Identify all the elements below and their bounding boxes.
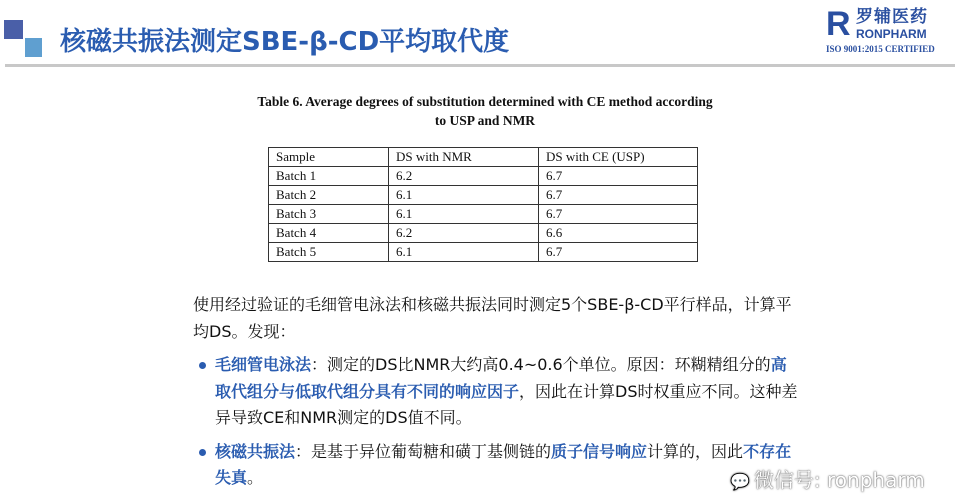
- term: 核磁共振法: [215, 441, 296, 461]
- caption-line: to USP and NMR: [434, 113, 536, 128]
- logo-en: RONPHARM: [856, 27, 927, 41]
- watermark-text: 微信号: ronpharm: [753, 468, 925, 492]
- logo-cn: 罗辅医药: [856, 7, 928, 27]
- cell: Batch 2: [269, 186, 389, 205]
- page-title: 核磁共振法测定SBE-β-CD平均取代度: [60, 27, 510, 57]
- cell: Batch 4: [269, 224, 389, 243]
- table-row: [269, 205, 698, 224]
- bullet-ce: [215, 352, 800, 432]
- bullet-icon: [199, 362, 206, 369]
- cell: 6.1: [389, 186, 539, 205]
- title-decoration: [25, 38, 42, 57]
- cell: 6.7: [539, 243, 698, 262]
- header-cell: DS with CE (USP): [539, 148, 698, 167]
- wechat-icon: 💬: [730, 472, 750, 491]
- table-caption: [200, 92, 770, 130]
- text: 计算的，因此: [647, 441, 744, 461]
- text: 。: [247, 468, 264, 487]
- table-row: [269, 186, 698, 205]
- header-cell: DS with NMR: [389, 148, 539, 167]
- cell: 6.1: [389, 205, 539, 224]
- table-header-row: [269, 148, 698, 167]
- cell: 6.7: [539, 186, 698, 205]
- logo-iso: ISO 9001:2015 CERTIFIED: [826, 44, 935, 54]
- logo-letter: R: [826, 5, 851, 43]
- cell: Batch 3: [269, 205, 389, 224]
- title-decoration: [4, 20, 23, 39]
- divider: [5, 64, 955, 67]
- text: ：测定的DS比NMR大约高0.4~0.6个单位。原因：环糊精组分的: [311, 355, 771, 374]
- table-row: [269, 224, 698, 243]
- cell: 6.7: [539, 167, 698, 186]
- text: ，因此在计算DS时权重应不同。这种差异导致CE和NMR测定的DS值不同。: [215, 381, 798, 427]
- highlight: 不存在失真: [215, 441, 792, 487]
- cell: 6.2: [389, 167, 539, 186]
- cell: 6.7: [539, 205, 698, 224]
- table-row: [269, 243, 698, 262]
- bullet-icon: [199, 449, 206, 456]
- cell: 6.2: [389, 224, 539, 243]
- intro-paragraph: 使用经过验证的毛细管电泳法和核磁共振法同时测定5个SBE-β-CD平行样品，计算平均DS。发现：: [193, 295, 792, 341]
- highlight: 高取代组分与低取代组分具有不同的响应因子: [215, 355, 787, 401]
- header-cell: Sample: [269, 148, 389, 167]
- highlight: 质子信号响应: [551, 441, 648, 461]
- caption-line: Table 6. Average degrees of substitution determined with CE method according: [257, 94, 713, 109]
- text: ：是基于异位葡萄糖和磺丁基侧链的: [295, 441, 552, 461]
- cell: 6.1: [389, 243, 539, 262]
- company-logo: [826, 5, 956, 58]
- cell: Batch 5: [269, 243, 389, 262]
- cell: 6.6: [539, 224, 698, 243]
- table-row: [269, 167, 698, 186]
- watermark: [730, 468, 925, 494]
- bullet-nmr: [215, 439, 800, 492]
- cell: Batch 1: [269, 167, 389, 186]
- body-text: [193, 292, 798, 492]
- ds-table: [268, 147, 698, 262]
- term: 毛细管电泳法: [215, 355, 312, 374]
